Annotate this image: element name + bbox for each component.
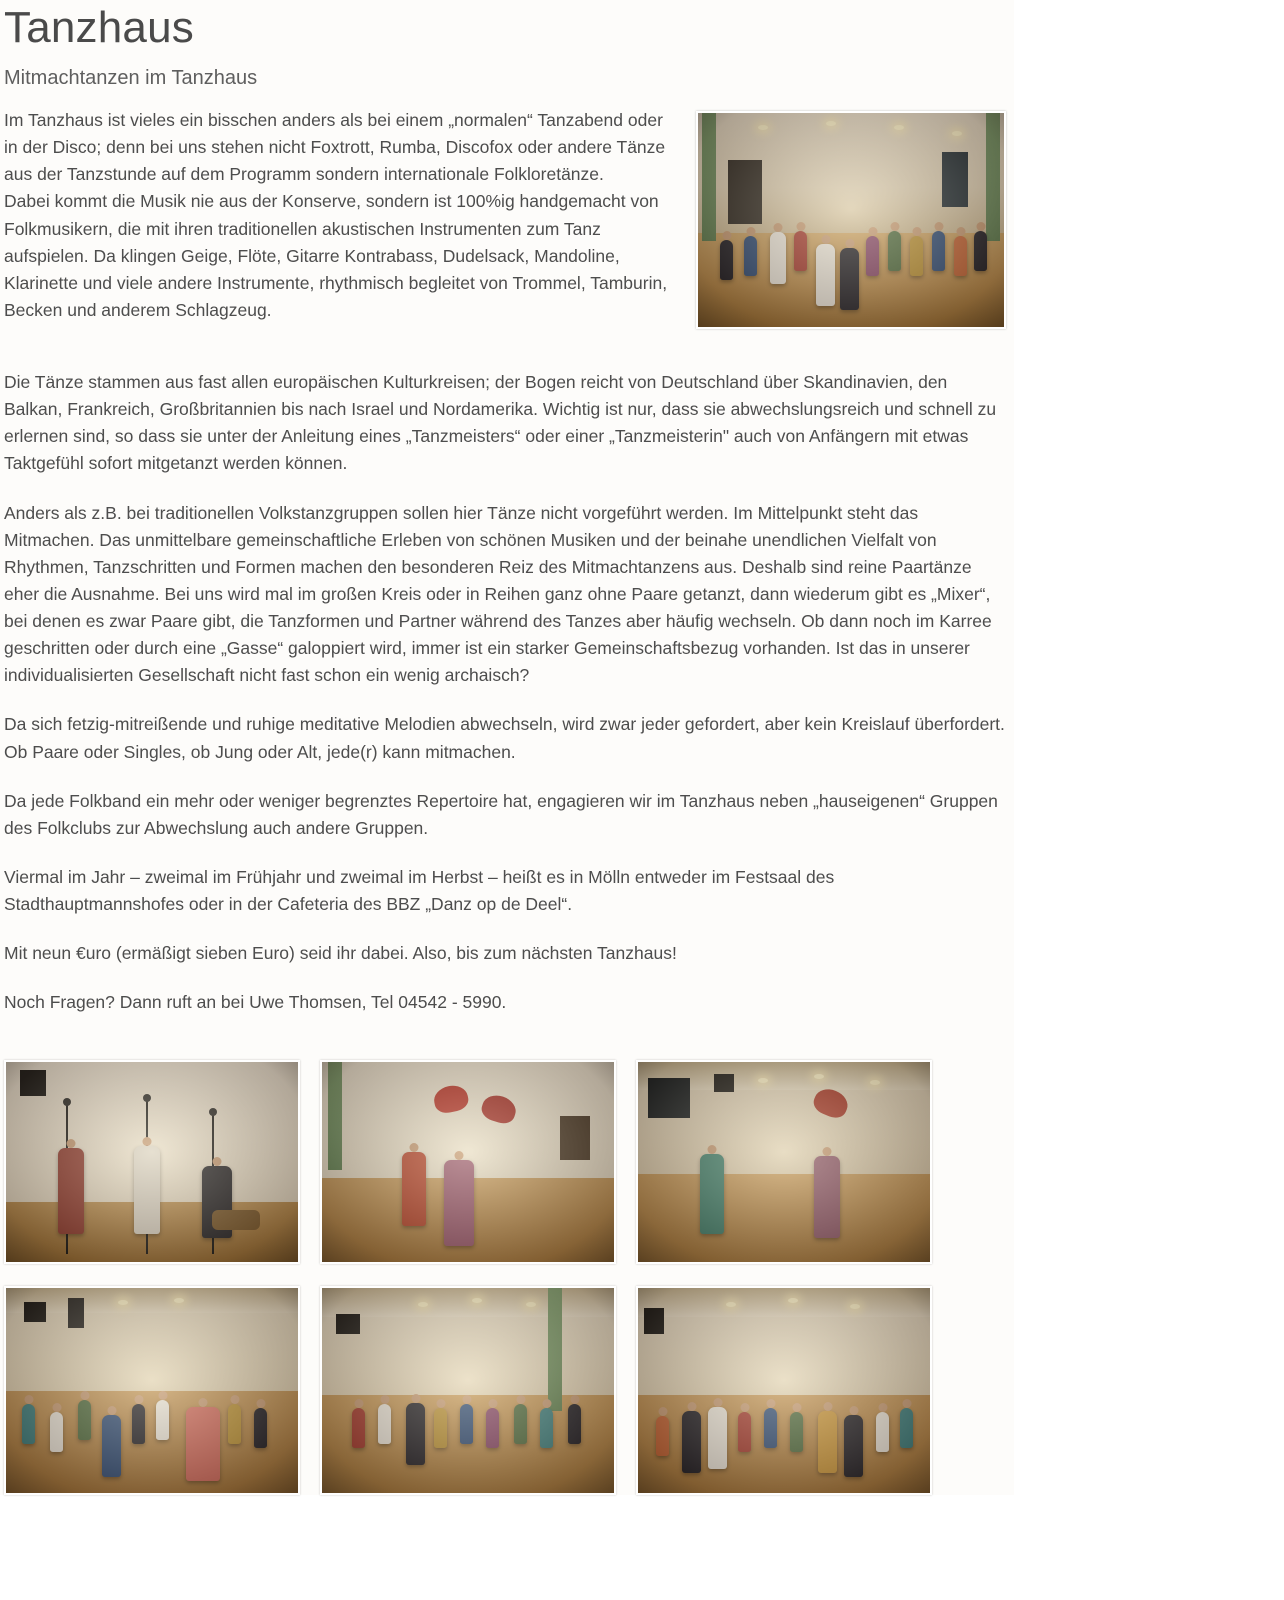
photo-gallery: [4, 1060, 1014, 1495]
gallery-photo-group-dance-hall: [320, 1286, 616, 1495]
paragraph-4: Anders als z.B. bei traditionellen Volkstanzgruppen sollen hier Tänze nicht vorgeführt werden. Im Mittelpunkt steht das Mitmachen. Das unmittelbare gemeinschaftliche Erleben von schönen Musiken und der beinahe unendlichen Vielfalt von Rhythmen, Tanzschritten und Formen machen den besonderen Reiz des Mitmachtanzens aus. Deshalb sind reine Paartänze eher die Ausnahme. Bei uns wird mal im großen Kreis oder in Reihen ganz ohne Paare getanzt, dann wiederum gibt es „Mixer“, bei denen es zwar Paare gibt, die Tanzformen und Partner während des Tanzes aber häufig wechseln. Ob dann noch im Karree geschritten oder durch eine „Gasse“ galoppiert wird, immer ist ein starker Gemeinschaftsbezug vorhanden. Ist das in unserer individualisierten Gesellschaft nicht fast schon ein wenig archaisch?: [4, 502, 992, 686]
paragraph-8: Mit neun €uro (ermäßigt sieben Euro) seid ihr dabei. Also, bis zum nächsten Tanzhaus!: [4, 943, 677, 964]
paragraph-7: Viermal im Jahr – zweimal im Frühjahr und zweimal im Herbst – heißt es in Mölln entweder im Festsaal des Stadthauptmannshofes oder in der Cafeteria des BBZ „Danz op de Deel“.: [4, 866, 835, 914]
gallery-photo-dancers-swinging: [636, 1060, 932, 1264]
gallery-photo-couples-dancing: [636, 1286, 932, 1495]
intro-text: [0, 107, 676, 324]
gallery-photo-circle-dance: [4, 1286, 300, 1495]
intro-block: [0, 107, 1014, 339]
gallery-photo-dancers-red-scarf: [320, 1060, 616, 1264]
paragraph-2: Dabei kommt die Musik nie aus der Konserve, sondern ist 100%ig handgemacht von Folkmusikern, die mit ihren traditionellen akustischen Instrumenten zum Tanz aufspielen. Da klingen Geige, Flöte, Gitarre Kontrabass, Dudelsack, Mandoline, Klarinette und viele andere Instrumente, rhythmisch begleitet von Trommel, Tamburin, Becken und anderem Schlagzeug.: [4, 191, 668, 320]
page-subtitle: Mitmachtanzen im Tanzhaus: [4, 67, 258, 89]
paragraph-6: Da jede Folkband ein mehr oder weniger begrenztes Repertoire hat, engagieren wir im Tanzhaus neben „hauseigenen“ Gruppen des Folkclubs zur Abwechslung auch andere Gruppen.: [4, 790, 998, 838]
paragraph-3: Die Tänze stammen aus fast allen europäischen Kulturkreisen; der Bogen reicht von Deutschland über Skandinavien, den Balkan, Frankreich, Großbritannien bis nach Israel und Nordamerika. Wichtig ist nur, dass sie abwechslungsreich und schnell zu erlernen sind, so dass sie unter der Anleitung eines „Tanzmeisters“ oder einer „Tanzmeisterin" auch von Anfängern mit etwas Taktgefühl sofort mitgetanzt werden können.: [4, 372, 997, 474]
paragraph-9: Noch Fragen? Dann ruft an bei Uwe Thomsen, Tel 04542 - 5990.: [4, 992, 507, 1013]
hero-photo-dancing-hall: [696, 111, 1006, 329]
page-title: Tanzhaus: [4, 3, 194, 52]
paragraph-1: Im Tanzhaus ist vieles ein bisschen anders als bei einem „normalen“ Tanzabend oder in der Disco; denn bei uns stehen nicht Foxtrott, Rumba, Discofox oder andere Tänze aus der Tanzstunde auf dem Programm sondern internationale Folkloretänze.: [4, 110, 666, 185]
gallery-photo-band-musicians: [4, 1060, 300, 1264]
paragraph-5: Da sich fetzig-mitreißende und ruhige meditative Melodien abwechseln, wird zwar jeder gefordert, aber kein Kreislauf überfordert. Ob Paare oder Singles, ob Jung oder Alt, jede(r) kann mitmachen.: [4, 714, 1005, 762]
